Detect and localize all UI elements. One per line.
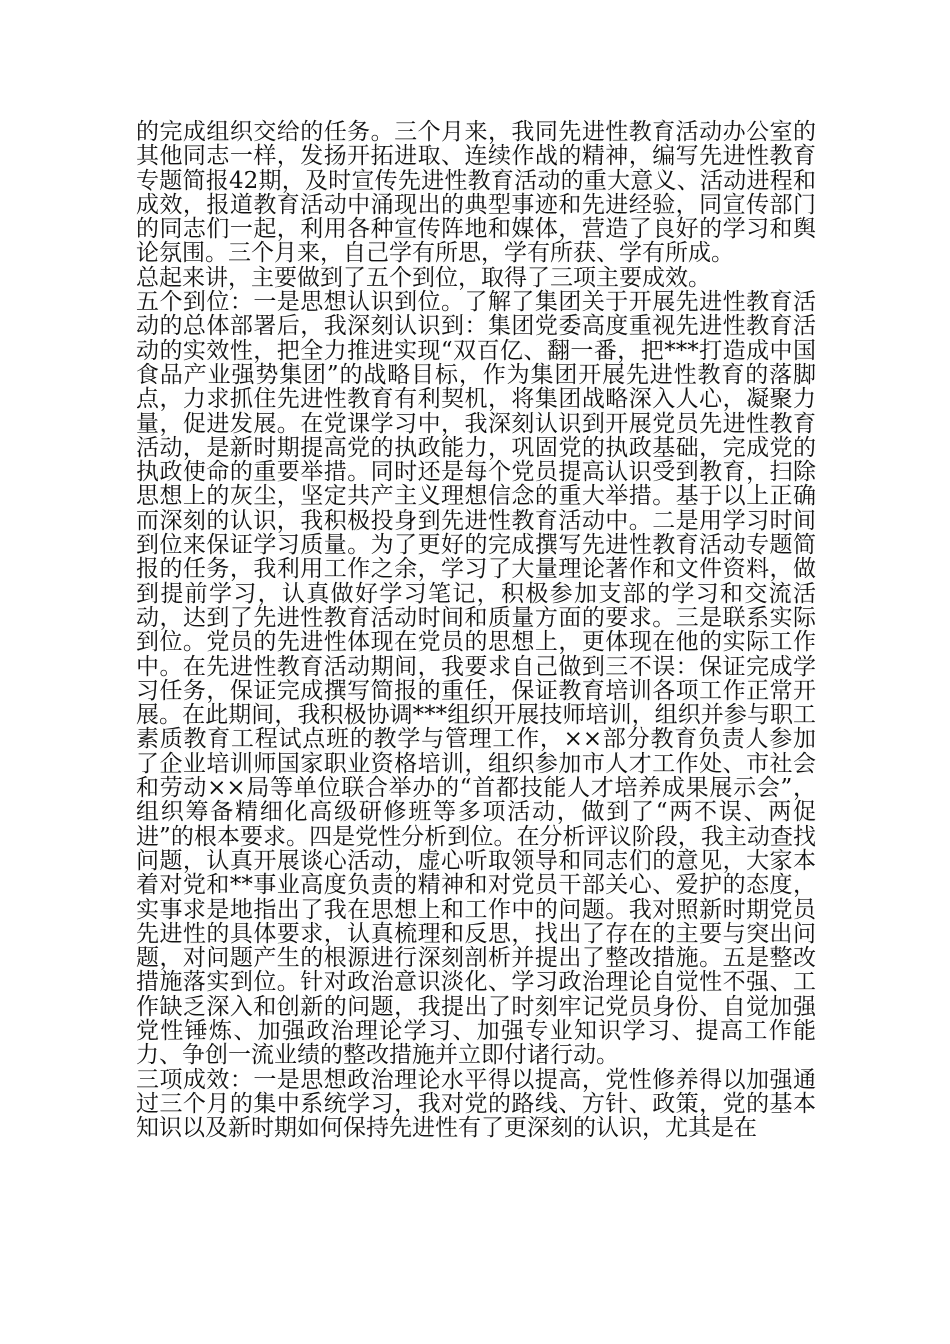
- paragraph-overview: 总起来讲，主要做到了五个到位，取得了三项主要成效。: [136, 264, 711, 291]
- paragraph-summary-of-work: 的完成组织交给的任务。三个月来，我同先进性教育活动办公室的其他同志一样，发扬开拓进取、连续作战的精神，编写先进性教育专题简报42期，及时宣传先进性教育活动的重大意义、活动进程和成效，报道教育活动中涌现出的典型事迹和先进经验，同宣传部门的同志们一起，利用各种宣传阵地和媒体，营造了良好的学习和舆论氛围。三个月来，自己学有所思，学有所获、学有所成。: [136, 119, 816, 267]
- document-body: [136, 120, 816, 1140]
- paragraph-three-results: 三项成效：一是思想政治理论水平得以提高，党性修养得以加强通过三个月的集中系统学习，我对党的路线、方针、政策，党的基本知识以及新时期如何保持先进性有了更深刻的认识，尤其是在: [136, 1066, 816, 1142]
- paragraph-five-in-place: 五个到位：一是思想认识到位。了解了集团关于开展先进性教育活动的总体部署后，我深刻认识到：集团党委高度重视先进性教育活动的实效性，把全力推进实现“双百亿、翻一番，把***打造成中国食品产业强势集团”的战略目标，作为集团开展先进性教育的落脚点，力求抓住先进性教育有利契机，将集团战略深入人心，凝聚力量，促进发展。在党课学习中，我深刻认识到开展党员先进性教育活动，是新时期提高党的执政能力，巩固党的执政基础，完成党的执政使命的重要举措。同时还是每个党员提高认识受到教育，扫除思想上的灰尘，坚定共产主义理想信念的重大举措。基于以上正确而深刻的认识，我积极投身到先进性教育活动中。二是用学习时间到位来保证学习质量。为了更好的完成撰写先进性教育活动专题简报的任务，我利用工作之余，学习了大量理论著作和文件资料，做到提前学习，认真做好学习笔记，积极参加支部的学习和交流活动，达到了先进性教育活动时间和质量方面的要求。三是联系实际到位。党员的先进性体现在党员的思想上，更体现在他的实际工作中。在先进性教育活动期间，我要求自己做到三不误：保证完成学习任务，保证完成撰写简报的重任，保证教育培训各项工作正常开展。在此期间，我积极协调***组织开展技师培训，组织并参与职工素质教育工程试点班的教学与管理工作，××部分教育负责人参加了企业培训师国家职业资格培训，组织参加市人才工作处、市社会和劳动××局等单位联合举办的“首都技能人才培养成果展示会”，组织筹备精细化高级研修班等多项活动，做到了“两不误、两促进”的根本要求。四是党性分析到位。在分析评议阶段，我主动查找问题，认真开展谈心活动，虚心听取领导和同志们的意见，大家本着对党和**事业高度负责的精神和对党员干部关心、爱护的态度，实事求是地指出了我在思想上和工作中的问题。我对照新时期党员先进性的具体要求，认真梳理和反思，找出了存在的主要与突出问题，对问题产生的根源进行深刻剖析并提出了整改措施。五是整改措施落实到位。针对政治意识淡化、学习政治理论自觉性不强、工作缺乏深入和创新的问题，我提出了时刻牢记党员身份、自觉加强党性锤炼、加强政治理论学习、加强专业知识学习、提高工作能力、争创一流业绩的整改措施并立即付诸行动。: [136, 289, 816, 1069]
